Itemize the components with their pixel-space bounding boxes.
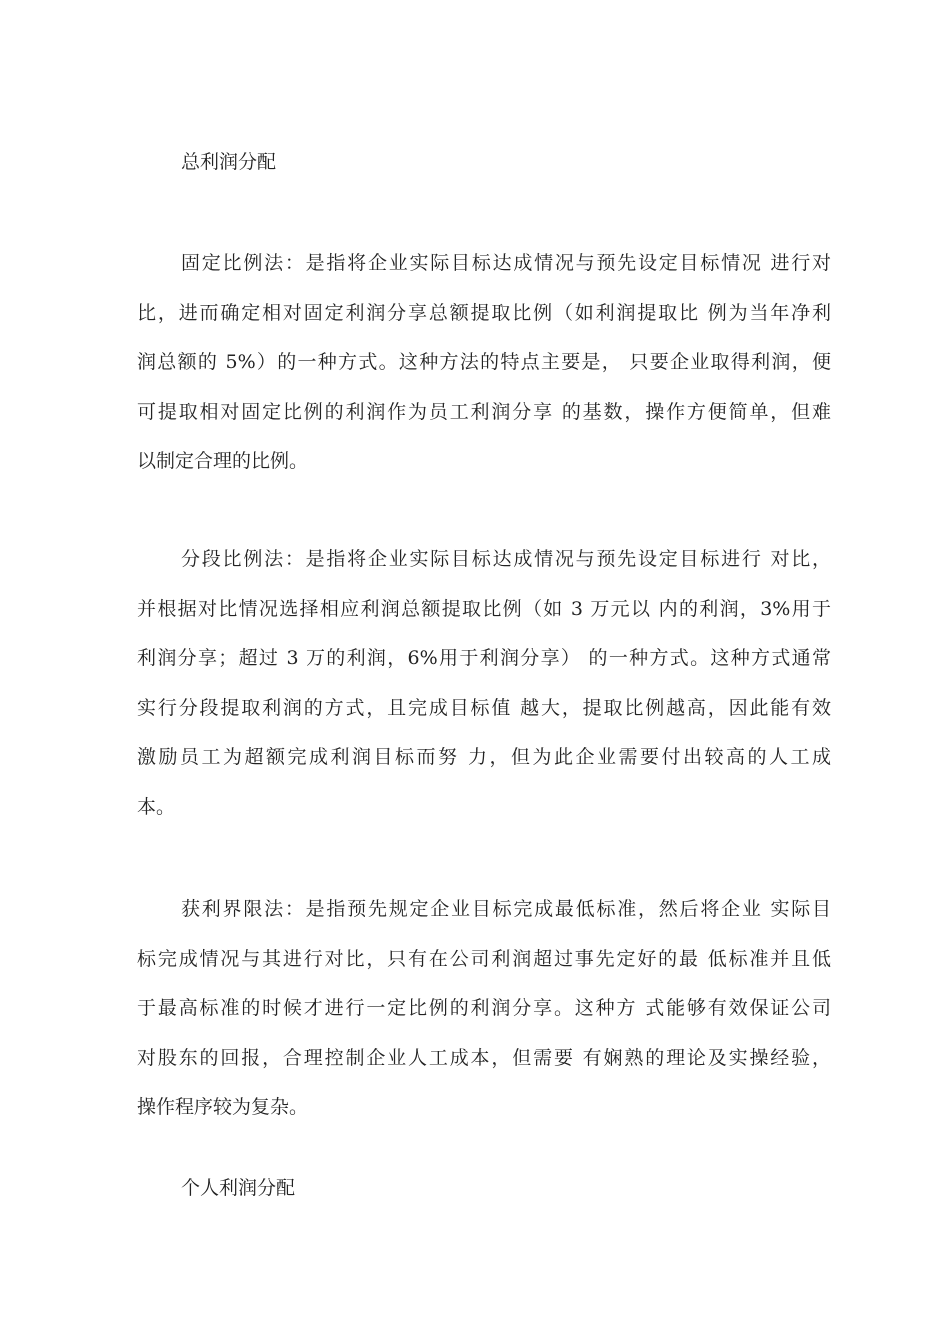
paragraph-line: 标完成情况与其进行对比，只有在公司利润超过事先定好的最 低标准并且低 [137,947,831,970]
paragraph-segmented-ratio [137,535,831,832]
paragraph-line: 利润分享；超过 3 万的利润，6%用于利润分享） 的一种方式。这种方式通常 [137,647,831,669]
paragraph-line: 对股东的回报，合理控制企业人工成本，但需要 有娴熟的理论及实操经验， [137,1046,831,1069]
paragraph-line: 激励员工为超额完成利润目标而努 力，但为此企业需要付出较高的人工成 [137,746,831,768]
paragraph-line: 固定比例法：是指将企业实际目标达成情况与预先设定目标情况 进行对 [181,252,831,274]
paragraph-line: 并根据对比情况选择相应利润总额提取比例（如 3 万元以 内的利润，3%用于 [137,597,831,620]
paragraph-line: 操作程序较为复杂。 [137,1096,309,1118]
paragraph-line: 可提取相对固定比例的利润作为员工利润分享 的基数，操作方便简单，但难 [137,400,831,423]
paragraph-line: 分段比例法：是指将企业实际目标达成情况与预先设定目标进行 对比， [181,548,831,570]
paragraph-line: 本。 [137,795,176,818]
paragraph-line: 于最高标准的时候才进行一定比例的利润分享。这种方 式能够有效保证公司 [137,997,831,1019]
paragraph-profit-boundary [137,885,831,1133]
paragraph-fixed-ratio [137,239,831,487]
heading-personal-profit-distribution: 个人利润分配 [181,1177,296,1199]
paragraph-line: 以制定合理的比例。 [137,450,309,472]
paragraph-line: 比，进而确定相对固定利润分享总额提取比例（如利润提取比 例为当年净利 [137,301,831,324]
paragraph-line: 润总额的 5%）的一种方式。这种方法的特点主要是， 只要企业取得利润，便 [137,351,831,373]
heading-total-profit-distribution: 总利润分配 [181,151,277,173]
paragraph-line: 实行分段提取利润的方式，且完成目标值 越大，提取比例越高，因此能有效 [137,696,831,719]
paragraph-line: 获利界限法：是指预先规定企业目标完成最低标准，然后将企业 实际目 [181,898,831,920]
document-page [137,0,831,1344]
